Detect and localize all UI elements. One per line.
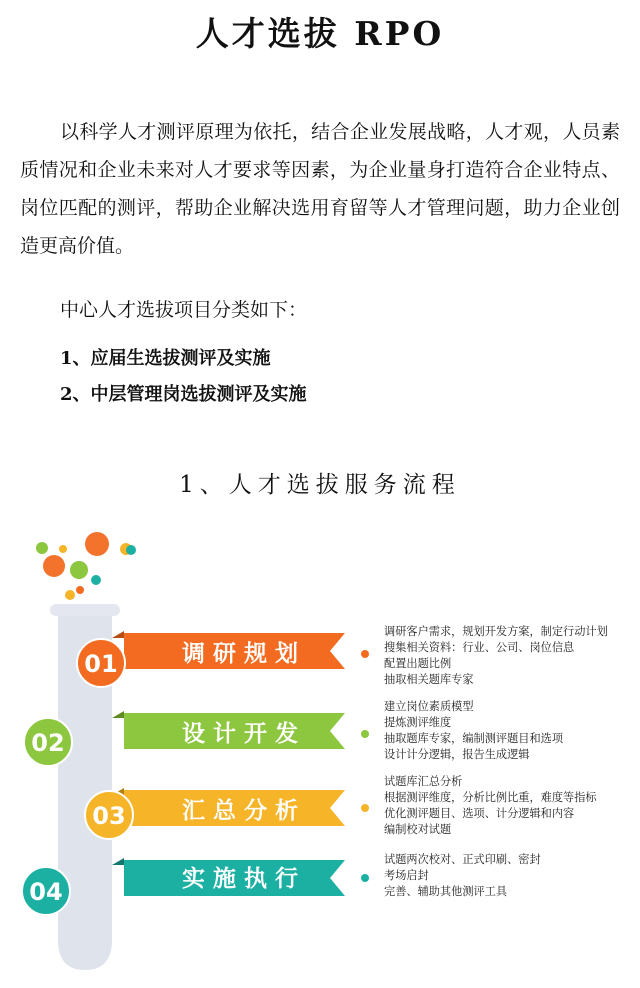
detail-line: 完善、辅助其他测评工具 bbox=[384, 885, 508, 898]
step-01-details bbox=[384, 624, 608, 688]
step-03-label: 汇 总 分 析 bbox=[181, 798, 299, 824]
detail-line: 编制校对试题 bbox=[384, 823, 452, 836]
category-item: 1、应届生选拔测评及实施 bbox=[60, 348, 271, 369]
section-title: 1、人才选拔服务流程 bbox=[179, 472, 461, 498]
step-04-number: 04 bbox=[29, 878, 63, 906]
page-title: 人才选拔 RPO bbox=[195, 14, 445, 53]
categories-heading: 中心人才选拔项目分类如下： bbox=[60, 299, 308, 321]
detail-line: 抽取题库专家，编制测评题目和选项 bbox=[384, 732, 564, 745]
step-01-number: 01 bbox=[84, 650, 118, 678]
step-02-number: 02 bbox=[31, 729, 65, 757]
detail-line: 试题库汇总分析 bbox=[384, 775, 463, 788]
detail-line: 搜集相关资料：行业、公司、岗位信息 bbox=[384, 641, 575, 654]
category-item: 2、中层管理岗选拔测评及实施 bbox=[60, 384, 307, 405]
step-03-number: 03 bbox=[92, 802, 126, 830]
step-03-details bbox=[384, 774, 597, 838]
detail-line: 根据测评维度，分析比例比重，难度等指标 bbox=[384, 791, 597, 804]
detail-line: 配置出题比例 bbox=[384, 657, 452, 670]
step-03 bbox=[85, 788, 369, 839]
detail-line: 调研客户需求，规划开发方案，制定行动计划 bbox=[384, 625, 608, 638]
step-01 bbox=[77, 631, 369, 687]
process-diagram bbox=[0, 520, 640, 980]
detail-line: 设计计分逻辑，报告生成逻辑 bbox=[384, 748, 530, 761]
detail-line: 考场启封 bbox=[384, 869, 429, 882]
intro-paragraph: 以科学人才测评原理为依托，结合企业发展战略，人才观，人员素质情况和企业未来对人才要求等因素，为企业量身打造符合企业特点、岗位匹配的测评，帮助企业解决选用育留等人才管理问题，助力企业创造更高价值。 bbox=[20, 121, 620, 257]
detail-line: 提炼测评维度 bbox=[384, 716, 452, 729]
detail-line: 优化测评题目、选项、计分逻辑和内容 bbox=[384, 807, 575, 820]
step-02-label: 设 计 开 发 bbox=[181, 721, 299, 747]
bubbles-decoration bbox=[36, 532, 136, 600]
step-01-label: 调 研 规 划 bbox=[181, 641, 299, 667]
step-02-details bbox=[384, 699, 563, 763]
detail-line: 试题两次校对、正式印刷、密封 bbox=[384, 853, 541, 866]
step-04-label: 实 施 执 行 bbox=[181, 866, 299, 892]
detail-line: 抽取相关题库专家 bbox=[384, 673, 474, 686]
step-04-details bbox=[384, 852, 541, 900]
detail-line: 建立岗位素质模型 bbox=[384, 700, 474, 713]
